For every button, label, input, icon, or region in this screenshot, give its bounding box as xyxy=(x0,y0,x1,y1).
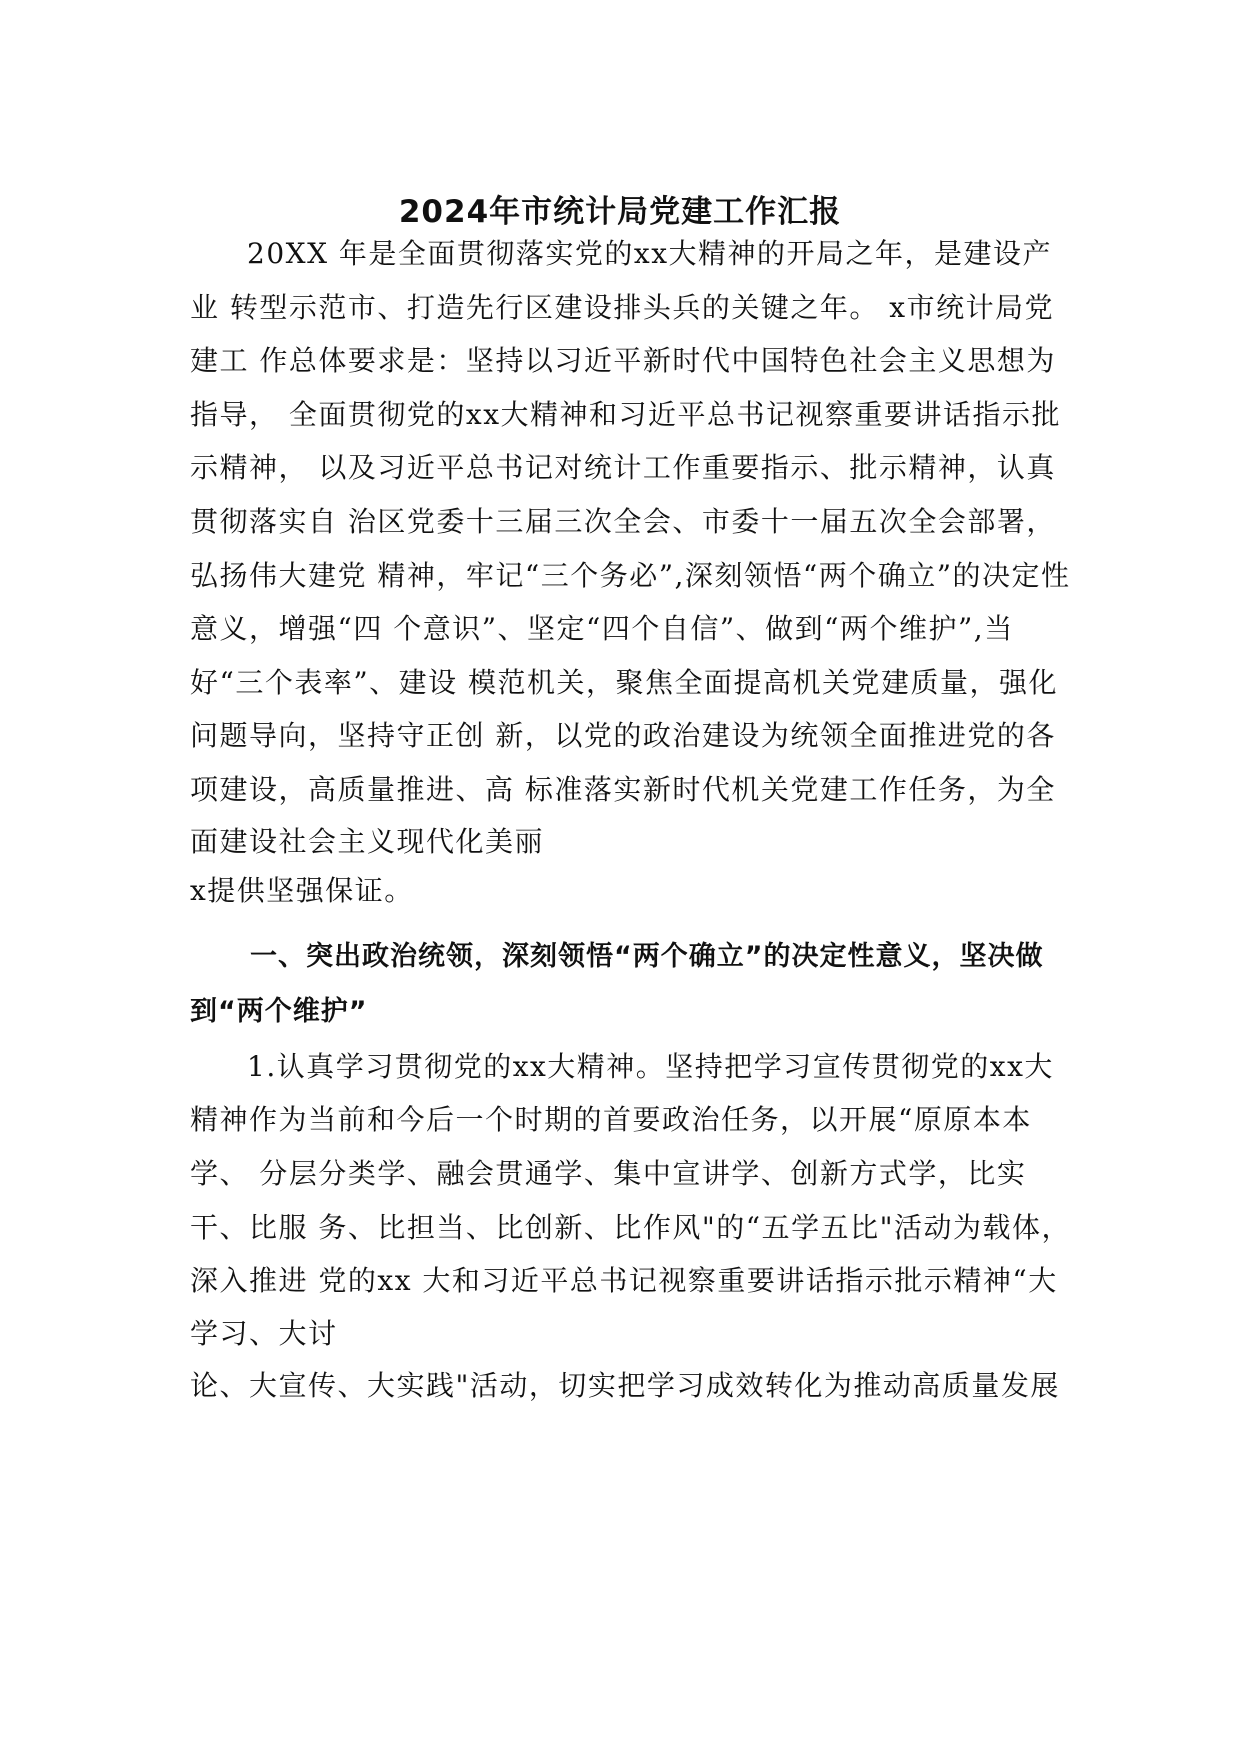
body-line-14: 1.认真学习贯彻党的xx大精神。坚持把学习宣传贯彻党的xx大 xyxy=(247,1050,1054,1083)
body-line-7: 弘扬伟大建党 精神，牢记“三个务必”,深刻领悟“两个确立”的决定性 xyxy=(190,559,1071,592)
body-line-15: 精神作为当前和今后一个时期的首要政治任务，以开展“原原本本 xyxy=(190,1103,1032,1136)
document-title: 2024年市统计局党建工作汇报 xyxy=(398,194,842,230)
body-line-3: 建工 作总体要求是：坚持以习近平新时代中国特色社会主义思想为 xyxy=(190,344,1056,377)
body-line-10: 问题导向，坚持守正创 新，以党的政治建设为统领全面推进党的各 xyxy=(190,719,1056,752)
section-heading-line-2: 到“两个维护” xyxy=(190,996,368,1027)
body-line-2: 业 转型示范市、打造先行区建设排头兵的关键之年。 x市统计局党 xyxy=(190,291,1055,324)
body-line-12: 面建设社会主义现代化美丽 xyxy=(190,825,545,858)
section-heading-line-1: 一、突出政治统领，深刻领悟“两个确立”的决定性意义，坚决做 xyxy=(250,941,1044,972)
body-line-17: 干、比服 务、比担当、比创新、比作风"的“五学五比"活动为载体， xyxy=(190,1211,1071,1244)
body-line-8: 意义，增强“四 个意识”、坚定“四个自信”、做到“两个维护”,当 xyxy=(190,612,1014,645)
body-line-18: 深入推进 党的xx 大和习近平总书记视察重要讲话指示批示精神“大 xyxy=(190,1264,1058,1297)
body-line-11: 项建设，高质量推进、高 标准落实新时代机关党建工作任务，为全 xyxy=(190,773,1056,806)
body-line-1: 20XX 年是全面贯彻落实党的xx大精神的开局之年，是建设产 xyxy=(247,237,1052,270)
body-line-13: x提供坚强保证。 xyxy=(190,874,414,907)
body-line-6: 贯彻落实自 治区党委十三届三次全会、市委十一届五次全会部署， xyxy=(190,505,1056,538)
body-line-20: 论、大宣传、大实践"活动，切实把学习成效转化为推动高质量发展 xyxy=(190,1369,1060,1402)
body-line-16: 学、 分层分类学、融会贯通学、集中宣讲学、创新方式学，比实 xyxy=(190,1157,1027,1190)
body-line-4: 指导， 全面贯彻党的xx大精神和习近平总书记视察重要讲话指示批 xyxy=(190,398,1061,431)
body-line-19: 学习、大讨 xyxy=(190,1317,338,1350)
body-line-5: 示精神， 以及习近平总书记对统计工作重要指示、批示精神，认真 xyxy=(190,451,1056,484)
body-line-9: 好“三个表率”、建设 模范机关，聚焦全面提高机关党建质量，强化 xyxy=(190,666,1059,699)
